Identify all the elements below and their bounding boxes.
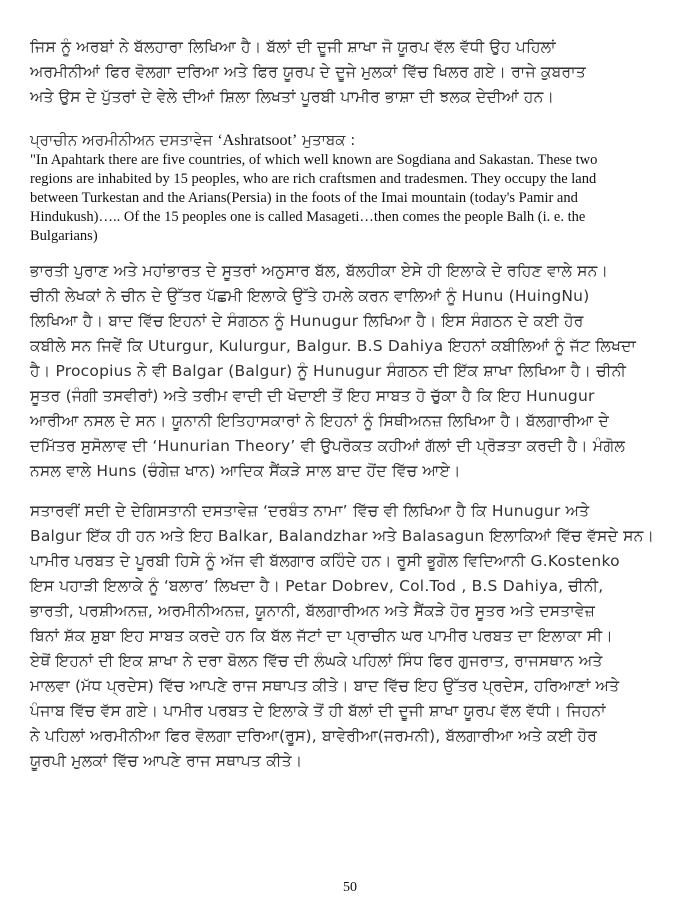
- quote-line: between Turkestan and the Arians(Persia) in the foots of the Imai mountain (today's Pamir and: [30, 190, 578, 206]
- section-heading: [30, 131, 355, 150]
- text-line: ਆਰੀਆ ਨਸਲ ਦੇ ਸਨ। ਯੂਨਾਨੀ ਇਤਿਹਾਸਕਾਰਾਂ ਨੇ ਇਹਨਾਂ ਨੂੰ ਸਿਥੀਅਨਜ਼ ਲਿਖਿਆ ਹੈ। ਬੱਲਗਾਰੀਆ ਦੇ: [30, 412, 610, 430]
- quote-line: Bulgarians): [30, 228, 98, 244]
- text-line: ਨਸਲ ਵਾਲੇ Huns (ਚੰਗੇਜ਼ ਖਾਨ) ਆਦਿਕ ਸੈਂਕੜੇ ਸਾਲ ਬਾਦ ਹੋਂਦ ਵਿੱਚ ਆਏ।: [30, 462, 461, 480]
- text-line: ਜਿਸ ਨੂੰ ਅਰਬਾਂ ਨੇ ਬੱਲਹਾਰਾ ਲਿਖਿਆ ਹੈ। ਬੱਲਾਂ ਦੀ ਦੂਜੀ ਸ਼ਾਖਾ ਜੋ ਯੂਰਪ ਵੱਲ ਵੱਧੀ ਉਹ ਪਹਿਲਾਂ: [30, 38, 556, 56]
- text-line: ਪਾਮੀਰ ਪਰਬਤ ਦੇ ਪੂਰਬੀ ਹਿਸੇ ਨੂੰ ਅੱਜ ਵੀ ਬੱਲਗਾਰ ਕਹਿੰਦੇ ਹਨ। ਰੂਸੀ ਭੂਗੋਲ ਵਿਦਿਆਨੀ G.Kostenko: [30, 552, 620, 570]
- heading-prefix: ਪ੍ਰਾਚੀਨ ਅਰਮੀਨੀਅਨ ਦਸਤਾਵੇਜ: [30, 131, 213, 149]
- heading-title: ‘Ashratsoot’: [217, 132, 298, 149]
- text-line: ਇਸ ਪਹਾੜੀ ਇਲਾਕੇ ਨੂੰ ‘ਬਲਾਰ’ ਲਿਖਦਾ ਹੈ। Petar Dobrev, Col.Tod , B.S Dahiya, ਚੀਨੀ,: [30, 577, 604, 595]
- heading-suffix: ਮੁਤਾਬਕ :: [302, 131, 356, 149]
- quote-line: regions are inhabited by 15 peoples, who are rich craftsmen and tradesmen. They occupy the land: [30, 171, 597, 187]
- quote-line: "In Apahtark there are five countries, of which well known are Sogdiana and Sakastan. These two: [30, 152, 598, 168]
- text-line: ਮਾਲਵਾ (ਮੱਧ ਪ੍ਰਦੇਸ) ਵਿੱਚ ਆਪਣੇ ਰਾਜ ਸਥਾਪਤ ਕੀਤੇ। ਬਾਦ ਵਿੱਚ ਇਹ ਉੱਤਰ ਪ੍ਰਦੇਸ, ਹਰਿਆਣਾਂ ਅਤੇ: [30, 677, 620, 695]
- quote-line: Hindukush)….. Of the 15 peoples one is called Masageti…then comes the people Balh (i. e. the: [30, 209, 586, 225]
- text-line: ਨੇ ਪਹਿਲਾਂ ਅਰਮੀਨੀਆ ਫਿਰ ਵੋਲਗਾ ਦਰਿਆ(ਰੂਸ), ਬਾਵੇਰੀਆ(ਜਰਮਨੀ), ਬੱਲਗਾਰੀਆ ਅਤੇ ਕਈ ਹੋਰ: [30, 727, 598, 745]
- page-number: 50: [343, 880, 357, 895]
- text-line: ਸੂਤਰ (ਜੰਗੀ ਤਸਵੀਰਾਂ) ਅਤੇ ਤਰੀਮ ਵਾਦੀ ਦੀ ਖੋਦਾਈ ਤੋਂ ਇਹ ਸਾਬਤ ਹੋ ਚੁੱਕਾ ਹੈ ਕਿ ਇਹ Hunugur: [30, 387, 595, 405]
- text-line: ਹੈ। Procopius ਨੇ ਵੀ Balgar (Balgur) ਨੂੰ Hunugur ਸੰਗਠਨ ਦੀ ਇੱਕ ਸ਼ਾਖਾ ਲਿਖਿਆ ਹੈ। ਚੀਨੀ: [30, 362, 627, 380]
- text-line: ਪੰਜਾਬ ਵਿੱਚ ਵੱਸ ਗਏ। ਪਾਮੀਰ ਪਰਬਤ ਦੇ ਇਲਾਕੇ ਤੋਂ ਹੀ ਬੱਲਾਂ ਦੀ ਦੂਜੀ ਸ਼ਾਖਾ ਯੂਰਪ ਵੱਲ ਵੱਧੀ। ਜਿਹਨਾਂ: [30, 702, 606, 720]
- text-line: ਚੀਨੀ ਲੇਖਕਾਂ ਨੇ ਚੀਨ ਦੇ ਉੱਤਰ ਪੱਛਮੀ ਇਲਾਕੇ ਉੱਤੇ ਹਮਲੇ ਕਰਨ ਵਾਲਿਆਂ ਨੂੰ Hunu (HuingNu): [30, 287, 590, 305]
- text-line: ਏਥੋਂ ਇਹਨਾਂ ਦੀ ਇਕ ਸ਼ਾਖਾ ਨੇ ਦਰਾ ਬੋਲਨ ਵਿੱਚ ਦੀ ਲੰਘਕੇ ਪਹਿਲਾਂ ਸਿੰਧ ਫਿਰ ਗੁਜਰਾਤ, ਰਾਜਸਥਾਨ ਅਤੇ: [30, 652, 603, 670]
- text-line: ਯੂਰਪੀ ਮੁਲਕਾਂ ਵਿੱਚ ਆਪਣੇ ਰਾਜ ਸਥਾਪਤ ਕੀਤੇ।: [30, 752, 303, 770]
- text-line: ਬਿਨਾਂ ਸ਼ੱਕ ਸ਼ੁਬਾ ਇਹ ਸਾਬਤ ਕਰਦੇ ਹਨ ਕਿ ਬੱਲ ਜੱਟਾਂ ਦਾ ਪ੍ਰਾਚੀਨ ਘਰ ਪਾਮੀਰ ਪਰਬਤ ਦਾ ਇਲਾਕਾ ਸੀ।: [30, 627, 613, 645]
- text-line: ਭਾਰਤੀ, ਪਰਸ਼ੀਅਨਜ਼, ਅਰਮੀਨੀਅਨਜ਼, ਯੂਨਾਨੀ, ਬੱਲਗਾਰੀਅਨ ਅਤੇ ਸੈਂਕੜੇ ਹੋਰ ਸੂਤਰ ਅਤੇ ਦਸਤਾਵੇਜ਼: [30, 602, 596, 620]
- text-line: ਸਤਾਰਵੀਂ ਸਦੀ ਦੇ ਦੇਗਿਸਤਾਨੀ ਦਸਤਾਵੇਜ਼ ‘ਦਰਬੰਤ ਨਾਮਾ’ ਵਿੱਚ ਵੀ ਲਿਖਿਆ ਹੈ ਕਿ Hunugur ਅਤੇ: [30, 502, 590, 520]
- text-line: ਲਿਖਿਆ ਹੈ। ਬਾਦ ਵਿੱਚ ਇਹਨਾਂ ਦੇ ਸੰਗਠਨ ਨੂੰ Hunugur ਲਿਖਿਆ ਹੈ। ਇਸ ਸੰਗਠਨ ਦੇ ਕਈ ਹੋਰ: [30, 312, 584, 330]
- text-line: ਦਮਿੱਤਰ ਸੁਸੋਲਾਵ ਦੀ ‘Hunurian Theory’ ਵੀ ਉਪਰੋਕਤ ਕਹੀਆਂ ਗੱਲਾਂ ਦੀ ਪ੍ਰੋੜਤਾ ਕਰਦੀ ਹੈ। ਮੰਗੋਲ: [30, 437, 625, 455]
- text-line: ਅਤੇ ਉਸ ਦੇ ਪੁੱਤਰਾਂ ਦੇ ਵੇਲੇ ਦੀਆਂ ਸ਼ਿਲਾ ਲਿਖਤਾਂ ਪੂਰਬੀ ਪਾਮੀਰ ਭਾਸ਼ਾ ਦੀ ਝਲਕ ਦੇਦੀਆਂ ਹਨ।: [30, 88, 555, 106]
- text-line: Balgur ਇੱਕ ਹੀ ਹਨ ਅਤੇ ਇਹ Balkar, Balandzhar ਅਤੇ Balasagun ਇਲਾਕਿਆਂ ਵਿੱਚ ਵੱਸਦੇ ਸਨ।: [30, 527, 655, 545]
- text-line: ਭਾਰਤੀ ਪੁਰਾਣ ਅਤੇ ਮਹਾਂਭਾਰਤ ਦੇ ਸੂਤਰਾਂ ਅਨੁਸਾਰ ਬੱਲ, ਬੱਲਹੀਕਾ ਏਸੇ ਹੀ ਇਲਾਕੇ ਦੇ ਰਹਿਣ ਵਾਲੇ ਸਨ।: [30, 262, 609, 280]
- text-line: ਅਰਮੀਨੀਆਂ ਫਿਰ ਵੋਲਗਾ ਦਰਿਆ ਅਤੇ ਫਿਰ ਯੂਰਪ ਦੇ ਦੂਜੇ ਮੁਲਕਾਂ ਵਿੱਚ ਖਿਲਰ ਗਏ। ਰਾਜੇ ਕੁਬਰਾਤ: [30, 63, 586, 81]
- text-line: ਕਬੀਲੇ ਸਨ ਜਿਵੇਂ ਕਿ Uturgur, Kulurgur, Balgur. B.S Dahiya ਇਹਨਾਂ ਕਬੀਲਿਆਂ ਨੂੰ ਜੱਟ ਲਿਖਦਾ: [30, 337, 637, 355]
